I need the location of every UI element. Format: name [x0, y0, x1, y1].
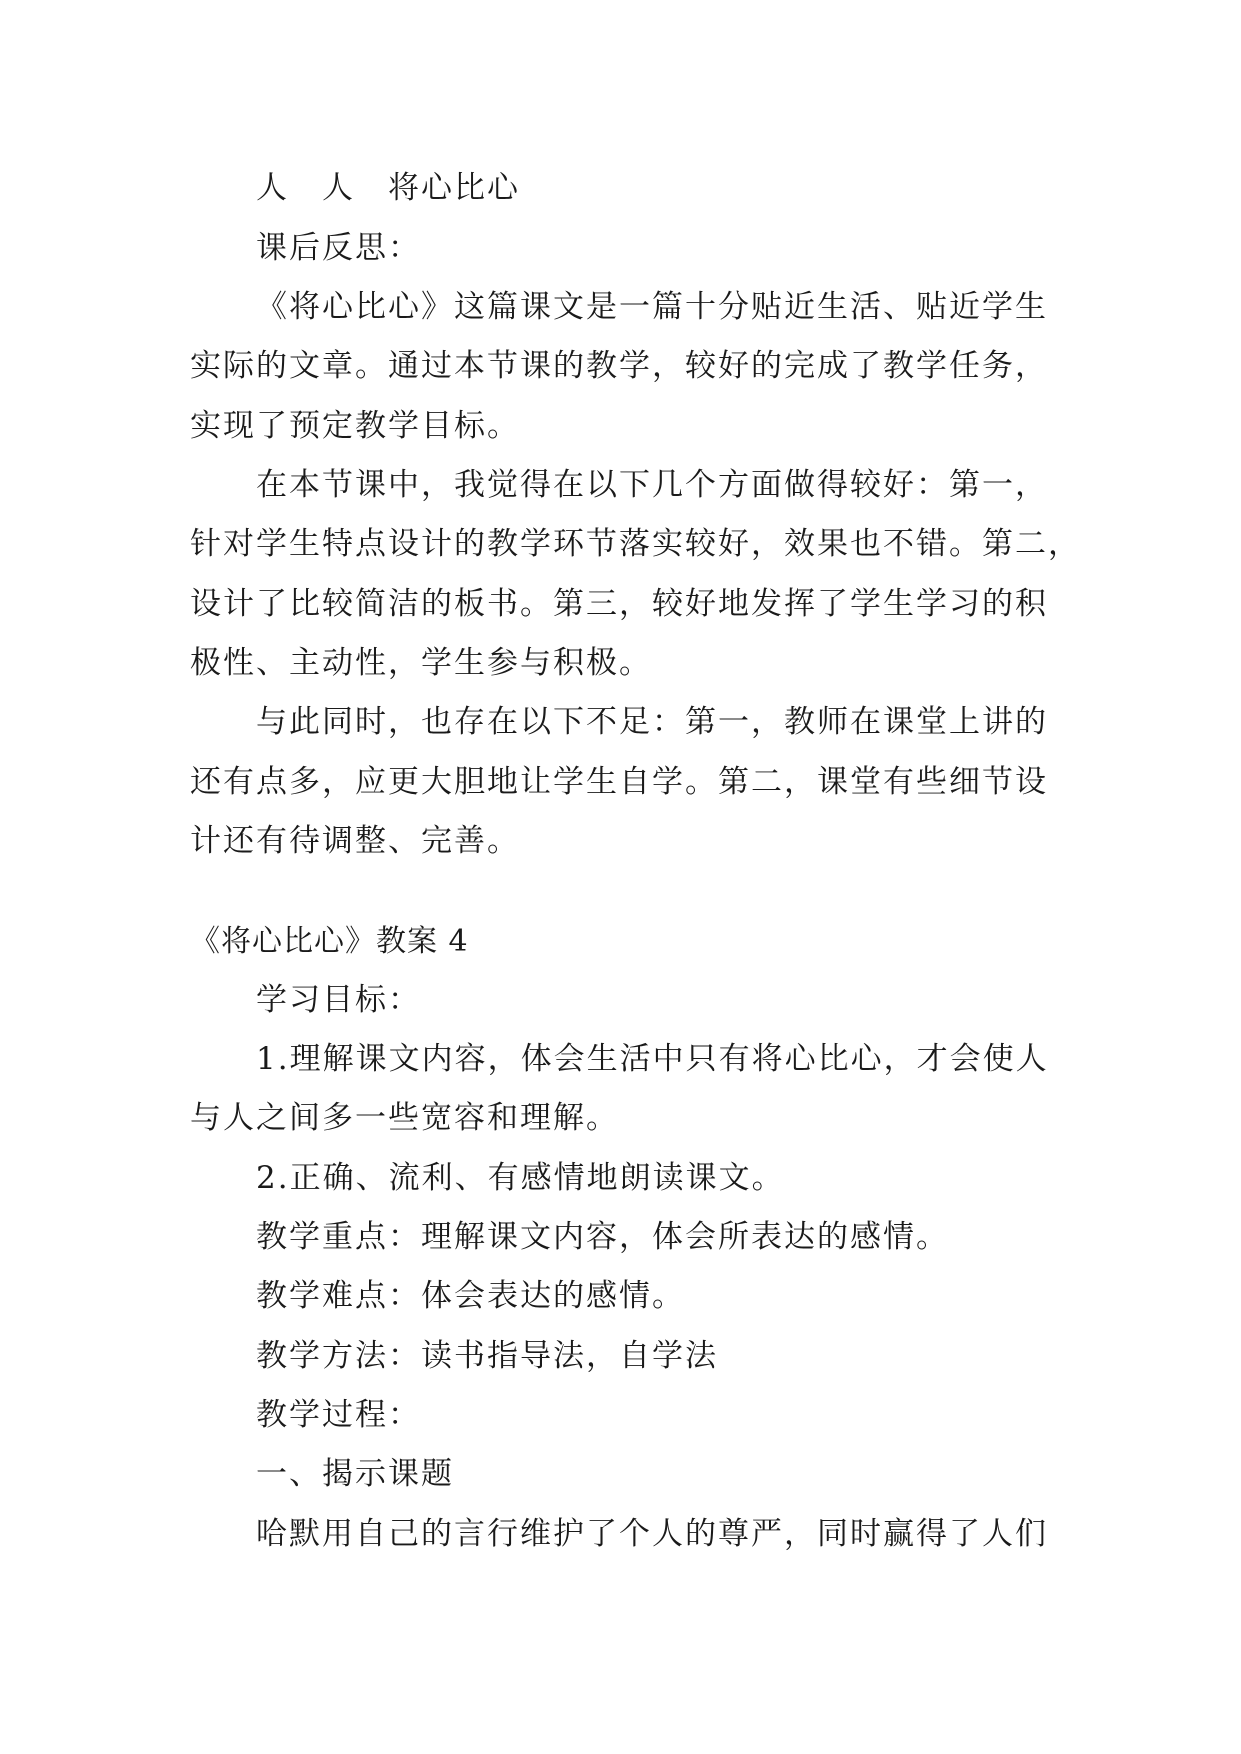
- paragraph-line: 针对学生特点设计的教学环节落实较好，效果也不错。第二，: [190, 526, 1081, 562]
- subsection-heading: 一、揭示课题: [256, 1456, 454, 1492]
- paragraph-line: 极性、主动性，学生参与积极。: [190, 645, 652, 681]
- paragraph-line: 计还有待调整、完善。: [190, 823, 520, 859]
- section-label-reflection: 课后反思：: [256, 230, 421, 266]
- paragraph-line: 设计了比较简洁的板书。第三，较好地发挥了学生学习的积: [190, 586, 1048, 622]
- paragraph-line: 在本节课中，我觉得在以下几个方面做得较好：第一，: [256, 467, 1048, 503]
- objective-line: 与人之间多一些宽容和理解。: [190, 1100, 619, 1136]
- paragraph-line: 还有点多，应更大胆地让学生自学。第二，课堂有些细节设: [190, 764, 1048, 800]
- paragraph-line: 《将心比心》这篇课文是一篇十分贴近生活、贴近学生: [256, 289, 1048, 325]
- teaching-focus-line: 教学重点：理解课文内容，体会所表达的感情。: [256, 1219, 949, 1255]
- paragraph-line: 哈默用自己的言行维护了个人的尊严，同时赢得了人们: [256, 1516, 1048, 1552]
- paragraph-line: 实现了预定教学目标。: [190, 408, 520, 444]
- text-line-formula: 人 人 将心比心: [256, 170, 520, 206]
- teaching-difficulty-line: 教学难点：体会表达的感情。: [256, 1278, 685, 1314]
- objective-line: 1.理解课文内容，体会生活中只有将心比心，才会使人: [256, 1041, 1049, 1077]
- section-label-process: 教学过程：: [256, 1397, 421, 1433]
- paragraph-line: 实际的文章。通过本节课的教学，较好的完成了教学任务，: [190, 348, 1048, 384]
- teaching-method-line: 教学方法：读书指导法，自学法: [256, 1338, 718, 1374]
- paragraph-line: 与此同时，也存在以下不足：第一，教师在课堂上讲的: [256, 704, 1048, 740]
- section-label-objectives: 学习目标：: [256, 982, 421, 1018]
- objective-line: 2.正确、流利、有感情地朗读课文。: [256, 1160, 785, 1196]
- section-heading: 《将心比心》教案 4: [190, 924, 469, 959]
